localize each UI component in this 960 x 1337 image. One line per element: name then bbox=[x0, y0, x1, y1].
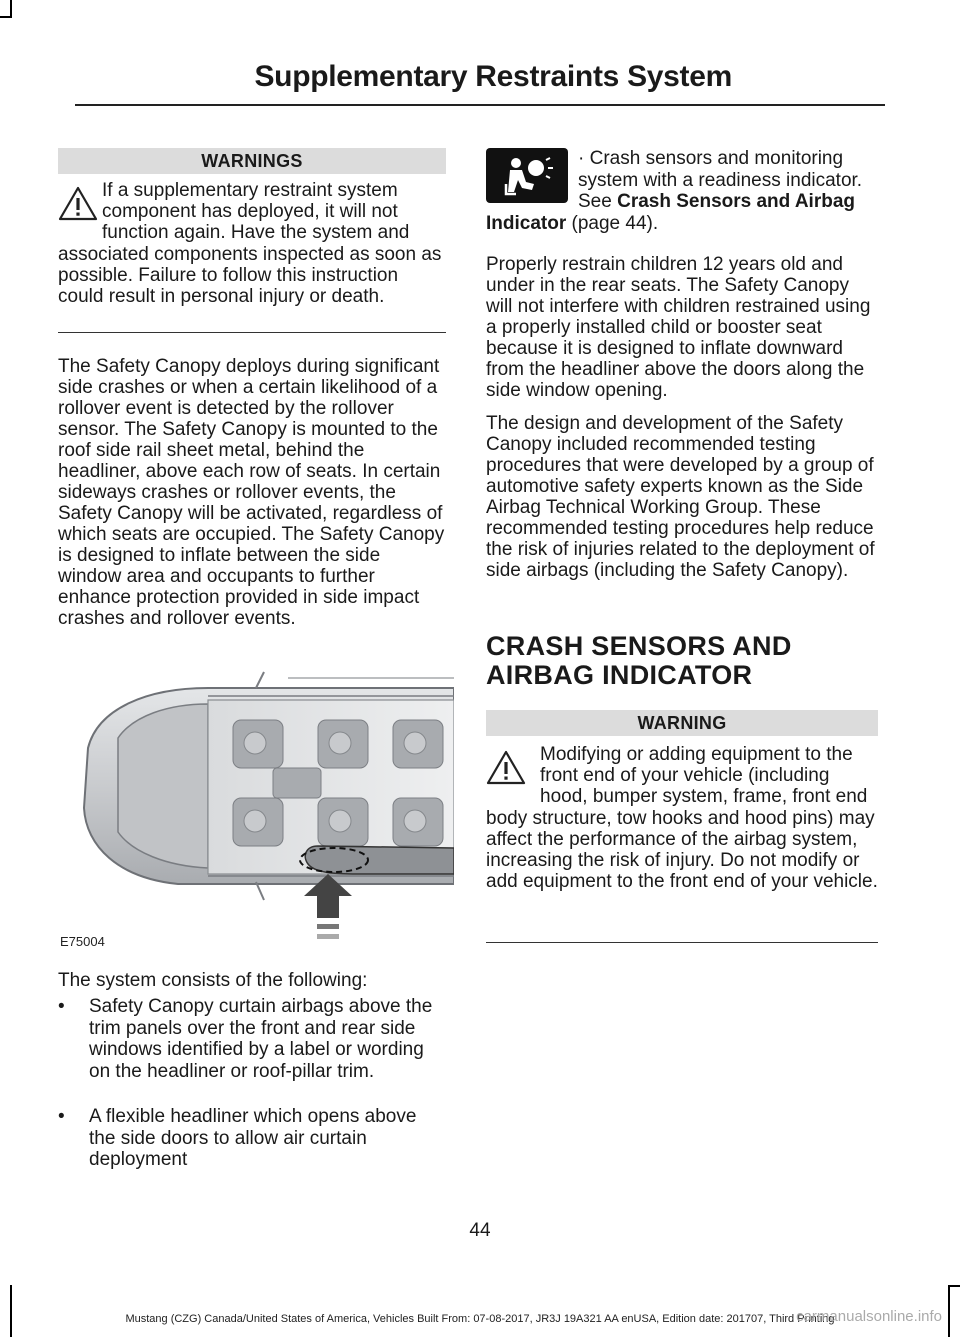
page-title: Supplementary Restraints System bbox=[254, 60, 732, 93]
bullet-text: Safety Canopy curtain airbags above the trim panels over the front and rear side windows identified by a label or wording on the headliner or roof-pillar trim. bbox=[89, 996, 433, 1082]
crop-mark bbox=[0, 16, 10, 18]
crop-mark bbox=[948, 1285, 950, 1337]
warning-divider bbox=[486, 942, 878, 943]
car-safety-canopy-illustration bbox=[58, 668, 454, 952]
figure-code: E75004 bbox=[60, 934, 105, 949]
crash-sensors-item bbox=[486, 148, 878, 234]
warning-body: Modifying or adding equipment to the front end of your vehicle (including hood, bumper system, frame, front end body structure, tow hooks and hood pins) may affect the performance of the airbag system, increasing the risk of injury. Do not modify or add equipment to the front end of your vehicle. bbox=[486, 744, 878, 893]
warning-divider bbox=[58, 332, 446, 333]
warning-body: If a supplementary restraint system component has deployed, it will not function again. Have the system and associated components inspected as soon as possible. Failure to follow this instruction could result in personal injury or death. bbox=[58, 180, 442, 308]
bullet-text: A flexible headliner which opens above the side doors to allow air curtain deployment bbox=[89, 1106, 417, 1170]
crop-mark bbox=[10, 1285, 12, 1337]
consists-block bbox=[58, 970, 446, 991]
watermark: carmanualsonline.info bbox=[796, 1308, 942, 1325]
warning-text bbox=[58, 180, 446, 307]
bullet-symbol: • bbox=[58, 996, 65, 1017]
bullet-symbol: • bbox=[58, 1106, 65, 1127]
crop-mark bbox=[10, 0, 12, 18]
design-development-paragraph: The design and development of the Safety Canopy included recommended testing procedures that were developed by a group of automotive safety experts known as the Side Airbag Technical Working Group. These recommended testing procedures help reduce the risk of injuries related to the deployment of side airbags (including the Safety Canopy). bbox=[486, 413, 875, 581]
right-column bbox=[486, 254, 878, 581]
children-restraint-paragraph: Properly restrain children 12 years old and under in the rear seats. The Safety Canopy will not interfere with children restrained using a properly installed child or booster seat because it is designed to inflate downward from the headliner above the doors along the side window opening. bbox=[486, 254, 871, 401]
footer-text: Mustang (CZG) Canada/United States of America, Vehicles Built From: 07-08-2017, JR3J 19A321 AA enUSA, Edition date: 201707, Third Printing bbox=[125, 1313, 835, 1325]
crash-sensors-page-ref: (page 44). bbox=[566, 212, 659, 234]
system-consists-text: The system consists of the following: bbox=[58, 970, 368, 991]
safety-canopy-paragraph: The Safety Canopy deploys during significant side crashes or when a certain likelihood of a rollover event is detected by the rollover sensor. The Safety Canopy is mounted to the roof side rail sheet metal, behind the headliner, above each row of seats. In certain sideways crashes or rollover events, the Safety Canopy will be activated, regardless of which seats are occupied. The Safety Canopy is designed to inflate between the side window area and occupants to further enhance protection provided in side impact crashes and rollover events. bbox=[58, 356, 445, 629]
crop-mark bbox=[950, 1285, 960, 1287]
header-rule bbox=[75, 104, 885, 106]
section-title: CRASH SENSORS AND bbox=[486, 631, 792, 661]
warning-heading: WARNING bbox=[486, 710, 878, 736]
crash-sensors-link[interactable]: Crash Sensors and Airbag Indicator bbox=[486, 191, 856, 234]
page-number: 44 bbox=[469, 1220, 491, 1241]
left-column bbox=[58, 356, 446, 629]
list-item bbox=[58, 1106, 448, 1174]
warning-text bbox=[486, 744, 878, 892]
list-item bbox=[58, 996, 448, 1092]
crash-sensors-lead: · Crash sensors and monitoring system with a readiness indicator. See bbox=[578, 148, 863, 212]
section-title: AIRBAG INDICATOR bbox=[486, 660, 753, 690]
warnings-heading: WARNINGS bbox=[58, 148, 446, 174]
